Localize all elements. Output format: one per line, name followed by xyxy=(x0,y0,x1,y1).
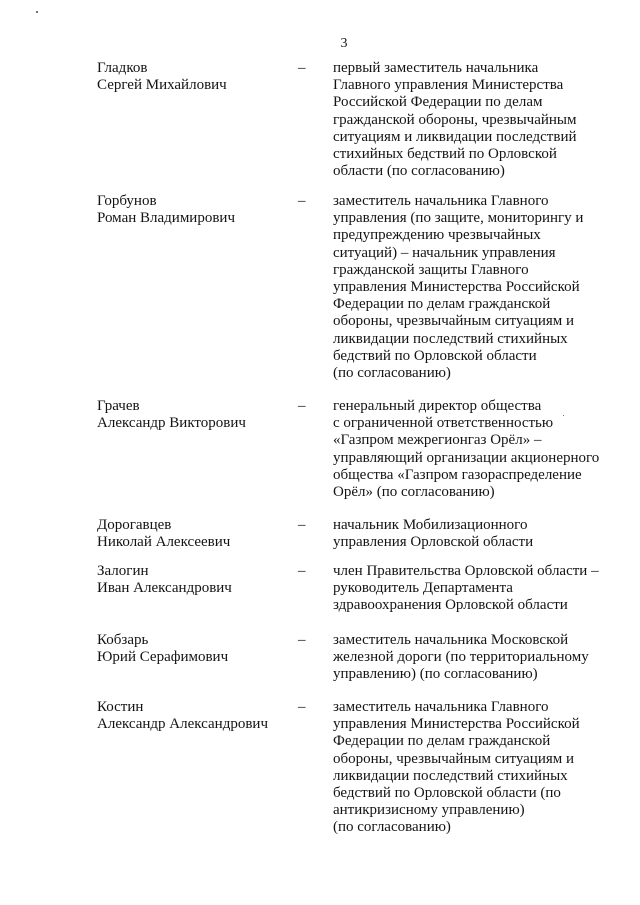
role-line: руководитель Департамента xyxy=(333,580,513,597)
role-line: управлению) (по согласованию) xyxy=(333,666,538,683)
role-line: генеральный директор общества xyxy=(333,398,542,414)
role-line: управления Министерства Российской xyxy=(333,716,580,733)
dash-separator: – xyxy=(298,632,306,648)
member-given-names: Иван Александрович xyxy=(97,580,232,597)
role-line: стихийных бедствий по Орловской xyxy=(333,146,557,163)
role-line: член Правительства Орловской области – xyxy=(333,563,599,579)
member-surname: Кобзарь xyxy=(97,632,149,648)
role-line: (по согласованию) xyxy=(333,819,451,836)
role-line: Орёл» (по согласованию) xyxy=(333,484,495,501)
role-line: управляющий организации акционерного xyxy=(333,449,600,466)
role-line: Российской Федерации по делам xyxy=(333,94,543,111)
dash-separator: – xyxy=(298,563,306,579)
role-line: с ограниченной ответственностью xyxy=(333,415,554,432)
role-line: ликвидации последствий стихийных xyxy=(333,767,568,784)
role-line: железной дороги (по территориальному xyxy=(333,649,589,666)
role-line: первый заместитель начальника xyxy=(333,60,539,76)
role-line: обороны, чрезвычайным ситуациям и xyxy=(333,750,575,767)
role-line: предупреждению чрезвычайных xyxy=(333,227,541,244)
member-surname: Дорогавцев xyxy=(97,517,172,533)
role-line: гражданской защиты Главного xyxy=(333,261,529,278)
role-line: обороны, чрезвычайным ситуациям и xyxy=(333,313,575,330)
dash-separator: – xyxy=(298,193,306,209)
role-line: области (по согласованию) xyxy=(333,163,505,180)
role-line: «Газпром межрегионгаз Орёл» – xyxy=(333,432,542,449)
role-line: Главного управления Министерства xyxy=(333,77,564,94)
dash-separator: – xyxy=(298,60,306,76)
member-given-names: Александр Александрович xyxy=(97,716,268,733)
role-line: ситуациям и ликвидации последствий xyxy=(333,128,577,145)
member-given-names: Александр Викторович xyxy=(97,415,246,432)
role-line: Федерации по делам гражданской xyxy=(333,296,551,313)
member-name xyxy=(97,60,287,94)
member-surname: Залогин xyxy=(97,563,149,579)
member-name xyxy=(97,517,287,551)
dash-separator: – xyxy=(298,398,306,414)
member-given-names: Роман Владимирович xyxy=(97,210,235,227)
role-line: (по согласованию) xyxy=(333,365,451,382)
role-line: заместитель начальника Главного xyxy=(333,699,549,715)
scan-speck xyxy=(36,11,38,13)
page-number: 3 xyxy=(340,36,348,51)
dash-separator: – xyxy=(298,517,306,533)
member-surname: Грачев xyxy=(97,398,140,414)
role-line: общества «Газпром газораспределение xyxy=(333,466,582,483)
role-line: управления (по защите, мониторингу и xyxy=(333,210,584,227)
role-line: бедствий по Орловской области (по xyxy=(333,785,561,802)
member-name xyxy=(97,193,287,227)
role-line: бедствий по Орловской области xyxy=(333,347,537,364)
member-name xyxy=(97,398,287,432)
member-given-names: Николай Алексеевич xyxy=(97,534,231,551)
role-line: управления Министерства Российской xyxy=(333,279,580,296)
member-surname: Горбунов xyxy=(97,193,157,209)
role-line: ликвидации последствий стихийных xyxy=(333,330,568,347)
member-role xyxy=(333,193,623,382)
role-line: Федерации по делам гражданской xyxy=(333,733,551,750)
member-given-names: Сергей Михайлович xyxy=(97,77,227,94)
member-name xyxy=(97,699,287,733)
member-role xyxy=(333,563,623,615)
member-given-names: Юрий Серафимович xyxy=(97,649,229,666)
member-role xyxy=(333,60,623,180)
member-role xyxy=(333,699,623,837)
member-name xyxy=(97,563,287,597)
role-line: гражданской обороны, чрезвычайным xyxy=(333,111,577,128)
dash-separator: – xyxy=(298,699,306,715)
role-line: заместитель начальника Главного xyxy=(333,193,549,209)
role-line: заместитель начальника Московской xyxy=(333,632,569,648)
role-line: антикризисному управлению) xyxy=(333,802,525,819)
member-surname: Гладков xyxy=(97,60,148,76)
member-name xyxy=(97,632,287,666)
member-role xyxy=(333,398,623,501)
role-line: начальник Мобилизационного xyxy=(333,517,528,533)
role-line: здравоохранения Орловской области xyxy=(333,597,568,614)
role-line: управления Орловской области xyxy=(333,534,534,551)
member-surname: Костин xyxy=(97,699,144,715)
role-line: ситуаций) – начальник управления xyxy=(333,244,556,261)
member-role xyxy=(333,632,623,684)
member-role xyxy=(333,517,623,551)
